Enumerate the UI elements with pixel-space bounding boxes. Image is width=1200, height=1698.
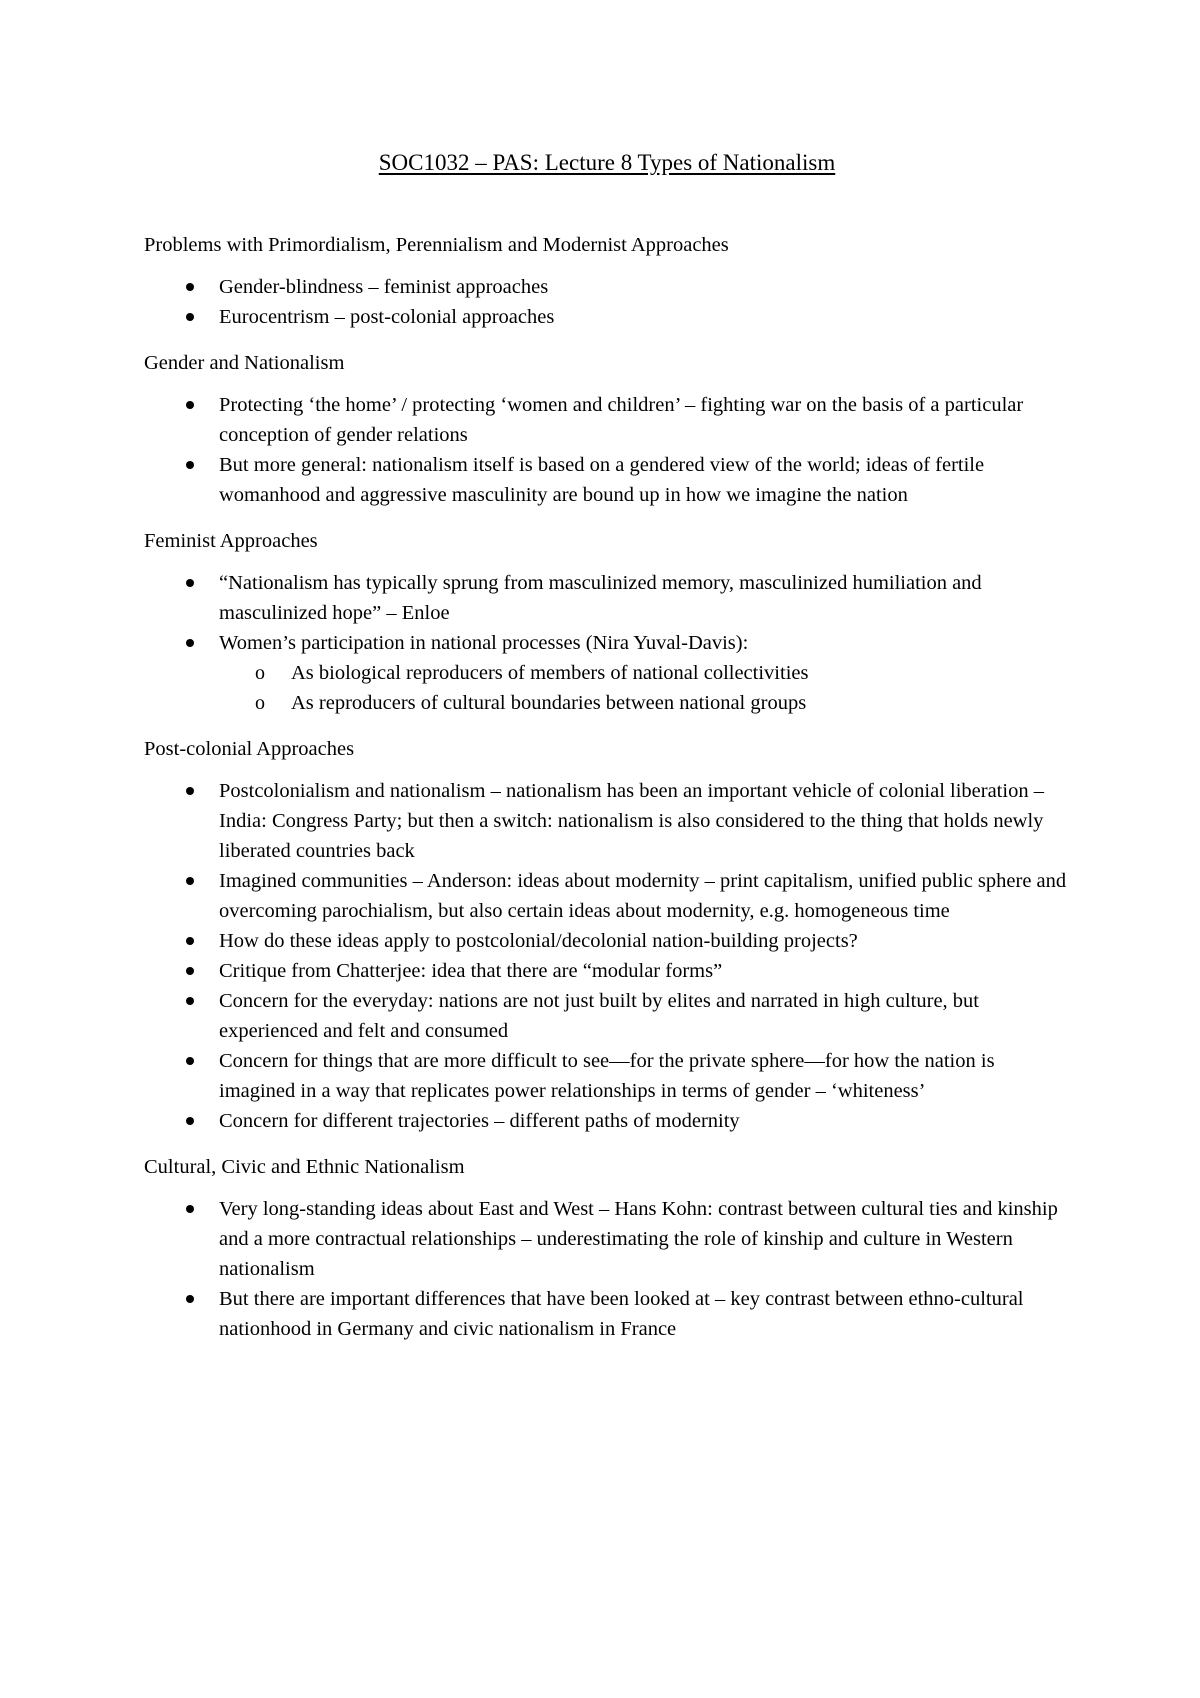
bullet-item — [144, 1046, 1070, 1106]
section-heading: Feminist Approaches — [144, 530, 318, 552]
bullet-item — [144, 986, 1070, 1046]
bullet-item — [144, 1284, 1070, 1344]
section-heading: Cultural, Civic and Ethnic Nationalism — [144, 1156, 465, 1178]
bullet-item — [144, 450, 1070, 510]
sub-bullet-item — [144, 688, 1070, 718]
section — [144, 526, 1070, 718]
bullet-dot-icon — [186, 1205, 194, 1213]
bullet-text: Eurocentrism – post-colonial approaches — [219, 306, 555, 328]
bullet-text: Postcolonialism and nationalism – nationalism has been an important vehicle of colonial liberation – India: Congress Party; but then a switch: nationalism is also considered to the thing that holds newly liberated countries back — [219, 780, 1044, 862]
bullet-dot-icon — [186, 1057, 194, 1065]
circle-bullet-icon: o — [255, 662, 265, 684]
bullet-item — [144, 390, 1070, 450]
section — [144, 1152, 1070, 1344]
bullet-text: But there are important differences that have been looked at – key contrast between ethno-cultural nationhood in Germany and civic nationalism in France — [219, 1288, 1024, 1340]
bullet-text: “Nationalism has typically sprung from masculinized memory, masculinized humiliation and masculinized hope” – Enloe — [219, 572, 982, 624]
bullet-text: Critique from Chatterjee: idea that there are “modular forms” — [219, 960, 723, 982]
bullet-item — [144, 1194, 1070, 1284]
bullet-item — [144, 1106, 1070, 1136]
section — [144, 230, 1070, 332]
bullet-list — [144, 568, 1070, 718]
bullet-item — [144, 866, 1070, 926]
bullet-list — [144, 272, 1070, 332]
bullet-text: Protecting ‘the home’ / protecting ‘women and children’ – fighting war on the basis of a particular conception of gender relations — [219, 394, 1024, 446]
bullet-text: Concern for different trajectories – different paths of modernity — [219, 1110, 740, 1132]
bullet-text: How do these ideas apply to postcolonial/decolonial nation-building projects? — [219, 930, 858, 952]
document-body — [144, 230, 1070, 1344]
bullet-item — [144, 302, 1070, 332]
bullet-item — [144, 628, 1070, 718]
sub-bullet-list — [219, 658, 1070, 718]
bullet-text: Gender-blindness – feminist approaches — [219, 276, 549, 298]
section — [144, 734, 1070, 1136]
bullet-dot-icon — [186, 1295, 194, 1303]
bullet-text: Concern for the everyday: nations are not just built by elites and narrated in high culture, but experienced and felt and consumed — [219, 990, 979, 1042]
bullet-dot-icon — [186, 461, 194, 469]
bullet-dot-icon — [186, 313, 194, 321]
bullet-dot-icon — [186, 1117, 194, 1125]
section-heading: Gender and Nationalism — [144, 352, 345, 374]
section — [144, 348, 1070, 510]
bullet-list — [144, 390, 1070, 510]
bullet-list — [144, 776, 1070, 1136]
bullet-text: Very long-standing ideas about East and West – Hans Kohn: contrast between cultural ties and kinship and a more contractual relationships – underestimating the role of kinship and culture in Western nationalism — [219, 1198, 1058, 1280]
circle-bullet-icon: o — [255, 692, 265, 714]
bullet-list — [144, 1194, 1070, 1344]
bullet-dot-icon — [186, 937, 194, 945]
bullet-text: But more general: nationalism itself is based on a gendered view of the world; ideas of fertile womanhood and aggressive masculinity are bound up in how we imagine the nation — [219, 454, 985, 506]
bullet-text: Concern for things that are more difficult to see—for the private sphere—for how the nation is imagined in a way that replicates power relationships in terms of gender – ‘whiteness’ — [219, 1050, 995, 1102]
bullet-dot-icon — [186, 967, 194, 975]
bullet-item — [144, 956, 1070, 986]
bullet-item — [144, 272, 1070, 302]
page-title: SOC1032 – PAS: Lecture 8 Types of Nationalism — [378, 150, 836, 175]
bullet-dot-icon — [186, 787, 194, 795]
bullet-dot-icon — [186, 283, 194, 291]
bullet-dot-icon — [186, 997, 194, 1005]
bullet-item — [144, 568, 1070, 628]
bullet-dot-icon — [186, 401, 194, 409]
section-heading: Problems with Primordialism, Perennialism and Modernist Approaches — [144, 234, 729, 256]
section-heading: Post-colonial Approaches — [144, 738, 355, 760]
bullet-text: Women’s participation in national processes (Nira Yuval-Davis): — [219, 632, 749, 654]
bullet-dot-icon — [186, 639, 194, 647]
sub-bullet-item — [144, 658, 1070, 688]
bullet-dot-icon — [186, 877, 194, 885]
sub-bullet-text: As reproducers of cultural boundaries between national groups — [291, 692, 807, 714]
bullet-item — [144, 776, 1070, 866]
bullet-item — [144, 926, 1070, 956]
bullet-text: Imagined communities – Anderson: ideas about modernity – print capitalism, unified public sphere and overcoming parochialism, but also certain ideas about modernity, e.g. homogeneous time — [219, 870, 1067, 922]
sub-bullet-text: As biological reproducers of members of national collectivities — [291, 662, 809, 684]
bullet-dot-icon — [186, 579, 194, 587]
